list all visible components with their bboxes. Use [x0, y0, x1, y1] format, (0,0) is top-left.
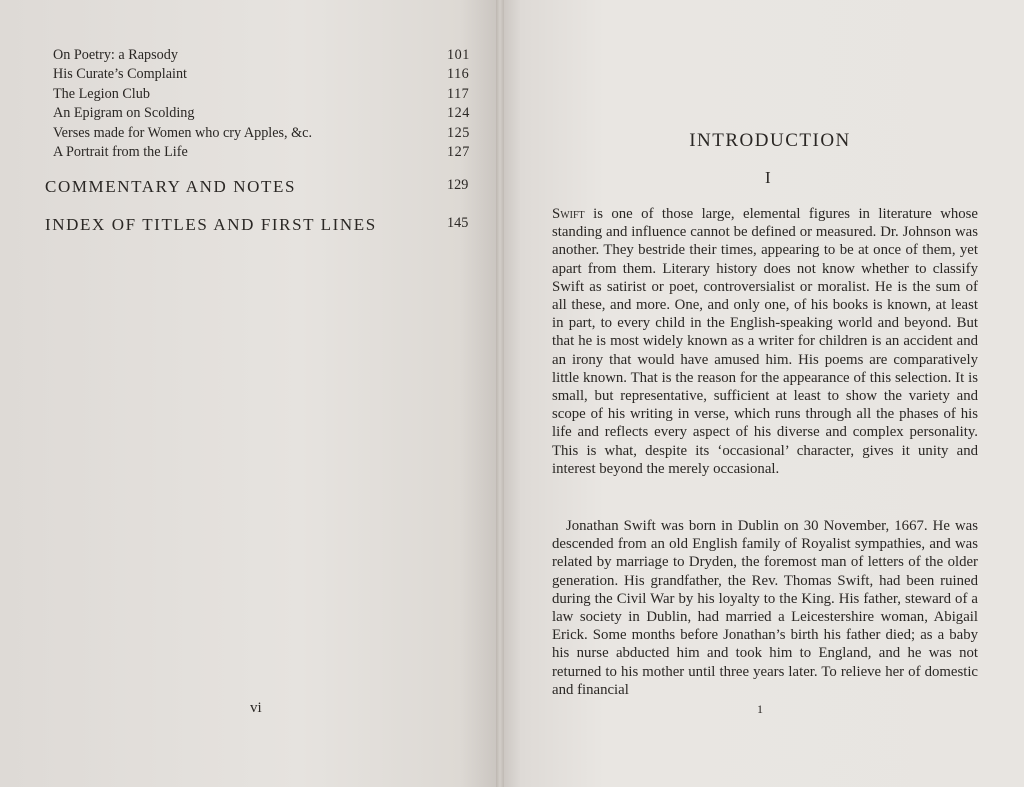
- contents-section-index: [45, 215, 473, 235]
- contents-entry-page: 127: [447, 144, 470, 161]
- contents-entry-title: Verses made for Women who cry Apples, &c.: [53, 124, 313, 141]
- contents-entry-title: The Legion Club: [53, 85, 150, 102]
- body-paragraph: Jonathan Swift was born in Dublin on 30 November, 1667. He was descended from an old English family of Royalist sympathies, and was related by marriage to Dryden, the foremost man of letters of the older generation. His grandfather, the Rev. Thomas Swift, had been ruined during the Civil War by his loyalty to the King. His father, steward of a law society in Dublin, had married a Leicestershire woman, Abigail Erick. Some months before Jonathan’s birth his father died; as a baby his nurse abducted him and took him to England, and he was not returned to his mother until three years later. To relieve her of domestic and financial: [552, 518, 978, 698]
- book-gutter: [496, 0, 504, 787]
- contents-entry-page: 125: [447, 124, 470, 141]
- contents-entry: [53, 124, 473, 143]
- contents-entry: [53, 85, 473, 104]
- contents-entry-title: On Poetry: a Rapsody: [53, 47, 178, 63]
- contents-section-title: COMMENTARY AND NOTES: [45, 177, 297, 196]
- contents-entry-page: 117: [447, 85, 470, 102]
- page-number-left: vi: [250, 700, 262, 716]
- contents-section-page: 145: [447, 215, 469, 231]
- contents-entry-page: 124: [447, 105, 470, 122]
- paragraph-text: is one of those large, elemental figures in literature whose standing and influence cannot be defined or measured. Dr. Johnson was another. They bestride their times, appearing to be at once of them, yet apart from them. Literary history does not know whether to classify Swift as satirist or poet, controversialist or moralist. He is the sum of all these, and more. One, and only one, of his books is known, at least in part, to every child in the English-speaking world and beyond. But that he is most widely known as a writer for children is an accident and an irony that would have amused him. His poems are comparatively little known. That is the reason for the appearance of this selection. It is small, but representative, sufficient at least to show the variety and scope of his writing in verse, which runs through all the phases of his life and reflects every aspect of his diverse and complex personality. This is what, despite its ‘occasional’ character, gives it unity and interest beyond the merely occasional.: [552, 206, 978, 477]
- contents-section-page: 129: [447, 177, 469, 193]
- lead-word: Swift: [552, 206, 585, 222]
- contents-section-commentary: [45, 177, 473, 197]
- contents-entry: [53, 104, 473, 123]
- contents-entry-page: 116: [447, 66, 470, 83]
- chapter-heading: INTRODUCTION: [689, 130, 851, 151]
- contents-section-title: INDEX OF TITLES AND FIRST LINES: [45, 215, 377, 234]
- contents-entry-title: His Curate’s Complaint: [53, 66, 187, 83]
- body-paragraph: [552, 205, 978, 478]
- contents-list: [53, 46, 473, 162]
- page-number-right: 1: [757, 702, 763, 716]
- section-number: I: [765, 168, 771, 187]
- contents-entry: [53, 143, 473, 162]
- contents-entry: [53, 46, 473, 65]
- contents-entry-title: An Epigram on Scolding: [53, 105, 195, 122]
- contents-entry: [53, 65, 473, 84]
- contents-entry-page: 101: [447, 47, 470, 63]
- contents-entry-title: A Portrait from the Life: [53, 144, 188, 161]
- left-page: [0, 0, 500, 787]
